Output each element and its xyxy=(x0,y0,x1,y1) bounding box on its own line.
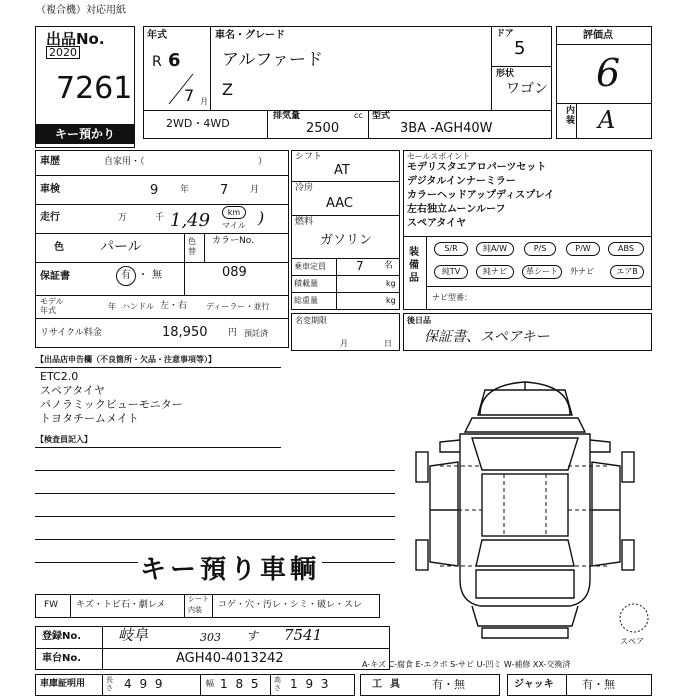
displacement-unit: cc xyxy=(354,111,363,120)
notes-list xyxy=(40,371,183,427)
equipment-label: 装備品 xyxy=(409,247,419,284)
model-detail-label2: 年式 xyxy=(40,306,56,315)
color-label: 色 xyxy=(54,242,64,253)
selling-point-item: モデリスタエアロパーツセット xyxy=(407,162,547,173)
warranty-yes: 有 xyxy=(121,270,131,281)
car-name: アルファード xyxy=(222,50,323,70)
fw-seat-items: コゲ・穴・汚レ・シミ・破レ・スレ xyxy=(218,600,363,610)
registration-prefecture: 岐阜 xyxy=(118,626,149,644)
color-code: 089 xyxy=(222,265,247,280)
inspection-year: 9 xyxy=(150,183,159,198)
certificate-l-label: 長さ xyxy=(106,676,113,692)
capacity-label: 乗車定員 xyxy=(294,262,326,271)
mileage-unit-km: km xyxy=(222,206,246,219)
equip-leather: 革シート xyxy=(522,265,562,279)
model-code-value: 3BA -AGH40W xyxy=(400,121,493,136)
interior-label: 内装 xyxy=(566,106,576,126)
warranty-label: 保証書 xyxy=(40,271,70,282)
inspector-label: 【検査員記入】 xyxy=(36,435,92,444)
interior-value: A xyxy=(598,106,616,134)
fw-label: FW xyxy=(44,600,59,610)
mileage-value: 1,49 xyxy=(170,210,211,231)
equip-airbag: エアB xyxy=(610,265,644,279)
paper-type: （複合機）対応用紙 xyxy=(36,5,126,16)
notes-label: 【出品店申告欄（不良箇所・欠品・注意事項等）】 xyxy=(36,355,216,364)
equip-abs: ABS xyxy=(608,242,644,256)
registration-number: 7541 xyxy=(284,626,323,644)
mileage-label: 走行 xyxy=(40,212,60,223)
jack-label: ジャッキ xyxy=(514,679,554,690)
model-detail-label1: モデル xyxy=(40,297,64,306)
capacity-value: 7 xyxy=(356,259,364,273)
registration-label: 登録No. xyxy=(42,631,82,642)
selling-points-label: セールスポイント xyxy=(407,152,471,161)
selling-point-item: カラーヘッドアップディスプレイ xyxy=(407,190,555,201)
registration-kana: す xyxy=(246,629,259,643)
model-detail-handle-value: 左・右 xyxy=(160,301,188,311)
name-change-month-unit: 月 xyxy=(340,339,348,348)
mileage-unit-mile: マイル xyxy=(222,221,246,230)
recycle-note: 預託済 xyxy=(244,329,268,338)
doors-value: 5 xyxy=(514,38,526,59)
car-diagram xyxy=(400,370,650,655)
equip-tv: 純TV xyxy=(434,265,468,279)
car-grade: Z xyxy=(222,80,233,99)
later-docs-value: 保証書、スペアキー xyxy=(424,329,550,345)
fw-items: キズ・トビ石・劇レメ xyxy=(76,600,166,610)
fuel-label: 燃料 xyxy=(295,217,314,227)
load-label: 積載量 xyxy=(294,279,318,288)
navi-model-label: ナビ型番： xyxy=(432,293,472,302)
chassis-label: 車台No. xyxy=(42,653,82,664)
chassis-value: AGH40-4013242 xyxy=(176,651,284,666)
doors-label: ドア xyxy=(496,29,514,39)
certificate-length: 4 9 9 xyxy=(124,677,165,691)
capacity-unit: 名 xyxy=(384,261,394,271)
certificate-label: 車庫証明用 xyxy=(40,679,86,689)
fw-seat-label2: 内装 xyxy=(188,606,202,614)
equip-navi: 純ナビ xyxy=(476,265,514,279)
load-unit: kg xyxy=(386,279,396,288)
note-item: スペアタイヤ xyxy=(40,384,106,397)
certificate-width: 1 8 5 xyxy=(220,677,261,691)
note-item: トヨタチームメイト xyxy=(40,412,139,425)
certificate-w-label: 幅 xyxy=(206,679,214,688)
fuel-value: ガソリン xyxy=(320,233,373,248)
tools-value: 有・無 xyxy=(432,678,465,691)
recycle-label: リサイクル料金 xyxy=(40,328,102,338)
model-detail-dealer: ディーラー・並行 xyxy=(206,302,270,311)
body-type-value: ワゴン xyxy=(506,81,548,97)
displacement-value: 2500 xyxy=(306,121,340,136)
lot-year: 2020 xyxy=(46,46,80,59)
weight-label: 総重量 xyxy=(294,296,318,305)
mileage-sen: 千 xyxy=(155,213,165,223)
damage-legend: A-キズ C-腐食 E-エクボ S-サビ U-凹ミ W-補修 XX-交換済 xyxy=(362,660,571,669)
key-badge: キー預かり xyxy=(35,124,135,144)
inspection-label: 車検 xyxy=(40,184,60,195)
history-close: ） xyxy=(258,157,268,167)
registration-class: 303 xyxy=(200,631,221,644)
recycle-unit: 円 xyxy=(228,328,238,338)
certificate-height: 1 9 3 xyxy=(290,677,331,691)
inspection-year-unit: 年 xyxy=(180,185,190,195)
equip-sr: S/R xyxy=(434,242,468,256)
fw-seat-label1: シート xyxy=(188,595,209,603)
equip-ps: P/S xyxy=(524,242,556,256)
equip-pw: P/W xyxy=(566,242,600,256)
drive-text: 2WD・4WD xyxy=(166,117,230,130)
color-value: パール xyxy=(100,239,142,255)
history-value: 自家用・（ xyxy=(104,157,145,167)
aircon-label: 冷房 xyxy=(295,183,314,193)
selling-point-item: デジタルインナーミラー xyxy=(407,176,516,187)
model-year-month-unit: 月 xyxy=(200,97,208,106)
model-year-year: 6 xyxy=(168,50,181,71)
mileage-note: ) xyxy=(258,208,265,227)
equip-ext-navi: 外ナビ xyxy=(570,267,594,276)
jack-value: 有・無 xyxy=(582,678,615,691)
selling-point-item: 左右独立ムーンルーフ xyxy=(407,204,506,215)
name-change-label: 名変期限 xyxy=(295,316,327,325)
lot-label: 出品No. xyxy=(46,30,105,48)
equip-alloy: 純A/W xyxy=(476,242,514,256)
spare-label: スペア xyxy=(620,637,644,646)
history-label: 車歴 xyxy=(40,156,60,167)
inspection-month-unit: 月 xyxy=(250,185,260,195)
displacement-label: 排気量 xyxy=(273,111,301,121)
model-year-label: 年式 xyxy=(147,30,167,41)
note-item: パノラミックビューモニター xyxy=(40,398,183,411)
color-code-label: カラーNo. xyxy=(212,236,254,246)
warranty-sep: ・ xyxy=(138,270,148,281)
aircon-value: AAC xyxy=(326,196,353,211)
inspector-remark: キー預り車輌 xyxy=(140,555,321,585)
model-year-month: 7 xyxy=(184,86,195,105)
model-detail-year-unit: 年 xyxy=(108,302,116,311)
warranty-no: 無 xyxy=(152,270,162,281)
mileage-man: 万 xyxy=(118,213,128,223)
certificate-h-label: 高さ xyxy=(274,676,281,692)
lot-number: 7261 xyxy=(56,71,133,106)
note-item: ETC2.0 xyxy=(40,370,79,383)
model-detail-handle-label: ハンドル xyxy=(122,302,154,311)
shift-label: シフト xyxy=(295,152,323,162)
weight-unit: kg xyxy=(386,296,396,305)
name-change-day-unit: 日 xyxy=(384,339,392,348)
inspection-month: 7 xyxy=(220,183,229,198)
shift-value: AT xyxy=(334,163,350,178)
car-name-label: 車名・グレード xyxy=(215,30,285,41)
body-type-label: 形状 xyxy=(496,69,515,79)
model-year-era: R xyxy=(152,54,162,70)
model-code-label: 型式 xyxy=(372,111,391,121)
score-value: 6 xyxy=(596,51,621,95)
score-label: 評価点 xyxy=(583,30,613,41)
tools-label: 工具 xyxy=(372,679,408,690)
recycle-value: 18,950 xyxy=(162,325,208,340)
selling-points-list xyxy=(407,163,554,233)
selling-point-item: スペアタイヤ xyxy=(407,218,467,229)
color-change-label: 色替 xyxy=(188,237,196,256)
later-docs-label: 後日品 xyxy=(407,316,431,325)
